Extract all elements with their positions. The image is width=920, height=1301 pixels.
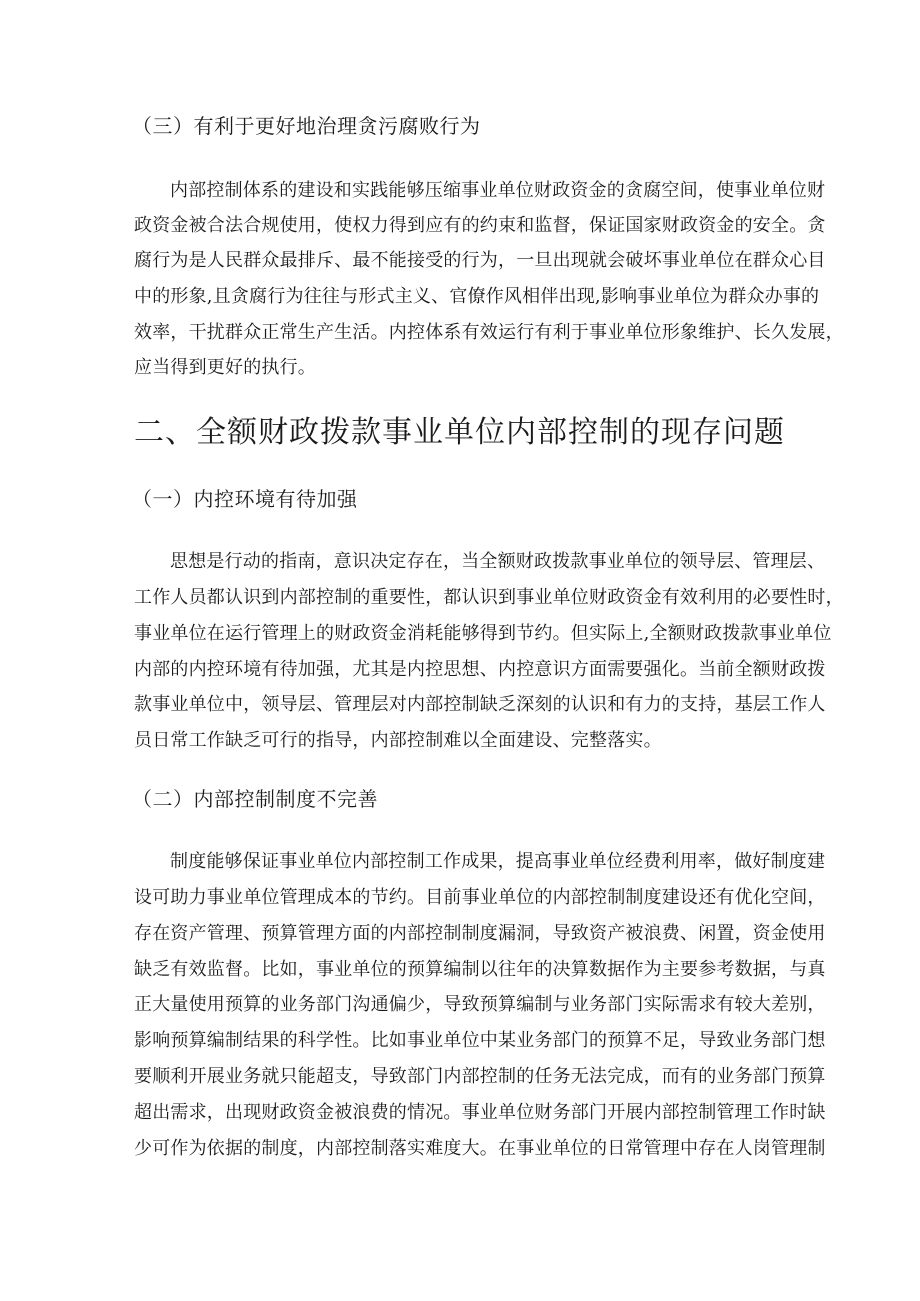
paragraph-line: 缺乏有效监督。比如，事业单位的预算编制以往年的决算数据作为主要参考数据，与真 [134,959,826,980]
paragraph-line: 要顺利开展业务就只能超支，导致部门内部控制的任务无法完成，而有的业务部门预算 [134,1066,826,1087]
paragraph-line: 影响预算编制结果的科学性。比如事业单位中某业务部门的预算不足，导致业务部门想 [134,1030,826,1051]
section-heading: （二）内部控制制度不完善 [132,787,378,811]
paragraph-line: 款事业单位中，领导层、管理层对内部控制缺乏深刻的认识和有力的支持，基层工作人 [134,694,826,715]
paragraph-line: 政资金被合法合规使用，使权力得到应有的约束和监督，保证国家财政资金的安全。贪 [134,215,826,236]
paragraph-line: 工作人员都认识到内部控制的重要性，都认识到事业单位财政资金有效利用的必要性时， [134,587,844,608]
paragraph-line: 中的形象,且贪腐行为往往与形式主义、官僚作风相伴出现,影响事业单位为群众办事的 [134,286,820,307]
paragraph-line: 设可助力事业单位管理成本的节约。目前事业单位的内部控制制度建设还有优化空间， [134,887,826,908]
paragraph-line: 存在资产管理、预算管理方面的内部控制制度漏洞，导致资产被浪费、闲置，资金使用 [134,923,826,944]
paragraph-line: 事业单位在运行管理上的财政资金消耗能够得到节约。但实际上,全额财政拨款事业单位 [134,623,832,644]
paragraph-line: 应当得到更好的执行。 [134,357,316,378]
paragraph-line: 内部的内控环境有待加强，尤其是内控思想、内控意识方面需要强化。当前全额财政拨 [134,659,826,680]
paragraph-line: 少可作为依据的制度，内部控制落实难度大。在事业单位的日常管理中存在人岗管理制 [134,1138,826,1159]
section-heading: （一）内控环境有待加强 [132,487,358,511]
paragraph-line: 腐行为是人民群众最排斥、最不能接受的行为，一旦出现就会破坏事业单位在群众心目 [134,250,826,271]
section-heading: （三）有利于更好地治理贪污腐败行为 [132,114,481,138]
paragraph-line: 思想是行动的指南，意识决定存在，当全额财政拨款事业单位的领导层、管理层、 [170,551,826,572]
paragraph-line: 效率，干扰群众正常生产生活。内控体系有效运行有利于事业单位形象维护、长久发展， [134,322,844,343]
paragraph-line: 制度能够保证事业单位内部控制工作成果，提高事业单位经费利用率，做好制度建 [170,851,826,872]
paragraph-line: 员日常工作缺乏可行的指导，内部控制难以全面建设、完整落实。 [134,730,662,751]
main-heading: 二、全额财政拨款事业单位内部控制的现存问题 [134,415,785,450]
paragraph-line: 内部控制体系的建设和实践能够压缩事业单位财政资金的贪腐空间，使事业单位财 [170,180,826,201]
paragraph-line: 超出需求，出现财政资金被浪费的情况。事业单位财务部门开展内部控制管理工作时缺 [134,1102,826,1123]
paragraph-line: 正大量使用预算的业务部门沟通偏少，导致预算编制与业务部门实际需求有较大差别， [134,994,826,1015]
